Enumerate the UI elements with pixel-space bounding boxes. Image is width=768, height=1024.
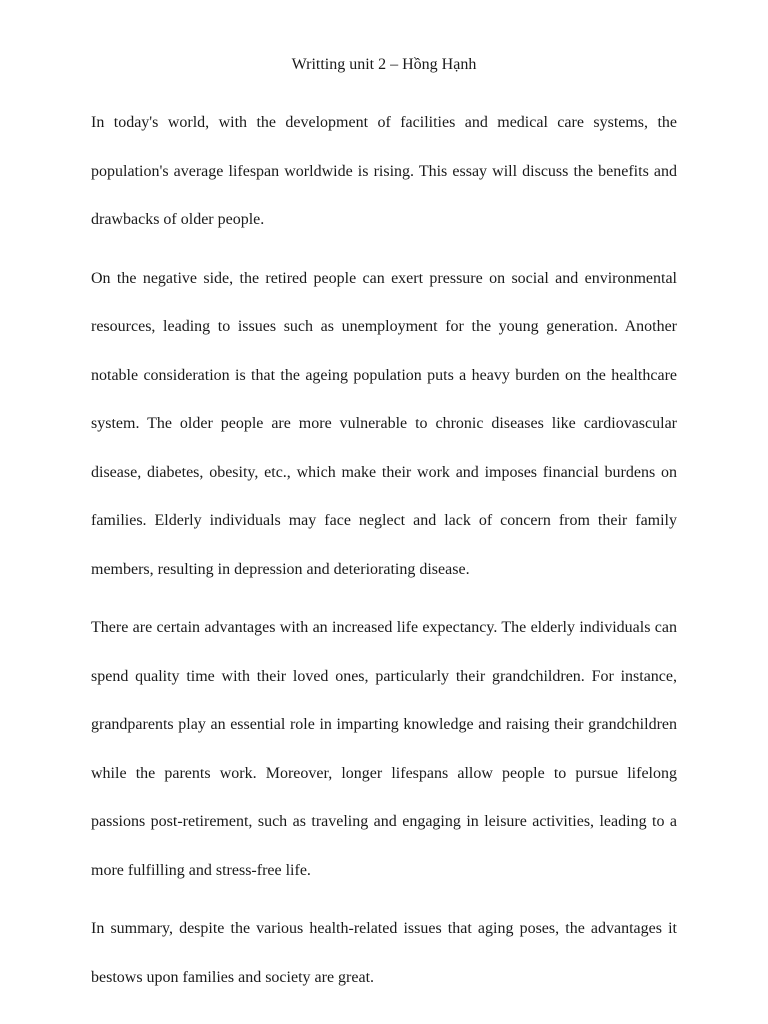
paragraph-negative-side: On the negative side, the retired people can exert pressure on social and environmental resources, leading to issues such as unemployment for the young generation. Another notable consideration is that the ageing population puts a heavy burden on the healthcare system. The older people are more vulnerable to chronic diseases like cardiovascular disease, diabetes, obesity, etc., which make their work and imposes financial burdens on families. Elderly individuals may face neglect and lack of concern from their family members, resulting in depression and deteriorating disease. xyxy=(91,269,677,578)
paragraph-introduction: In today's world, with the development of facilities and medical care systems, the population's average lifespan worldwide is rising. This essay will discuss the benefits and drawbacks of older people. xyxy=(91,114,677,228)
paragraph-summary: In summary, despite the various health-related issues that aging poses, the advantages it bestows upon families and society are great. xyxy=(91,920,677,986)
paragraph-advantages: There are certain advantages with an increased life expectancy. The elderly individuals can spend quality time with their loved ones, particularly their grandchildren. For instance, grandparents play an essential role in imparting knowledge and raising their grandchildren while the parents work. Moreover, longer lifespans allow people to pursue lifelong passions post-retirement, such as traveling and engaging in leisure activities, leading to a more fulfilling and stress-free life. xyxy=(91,619,677,879)
document-title: Writting unit 2 – Hồng Hạnh xyxy=(291,56,477,73)
document-page xyxy=(91,53,677,1012)
